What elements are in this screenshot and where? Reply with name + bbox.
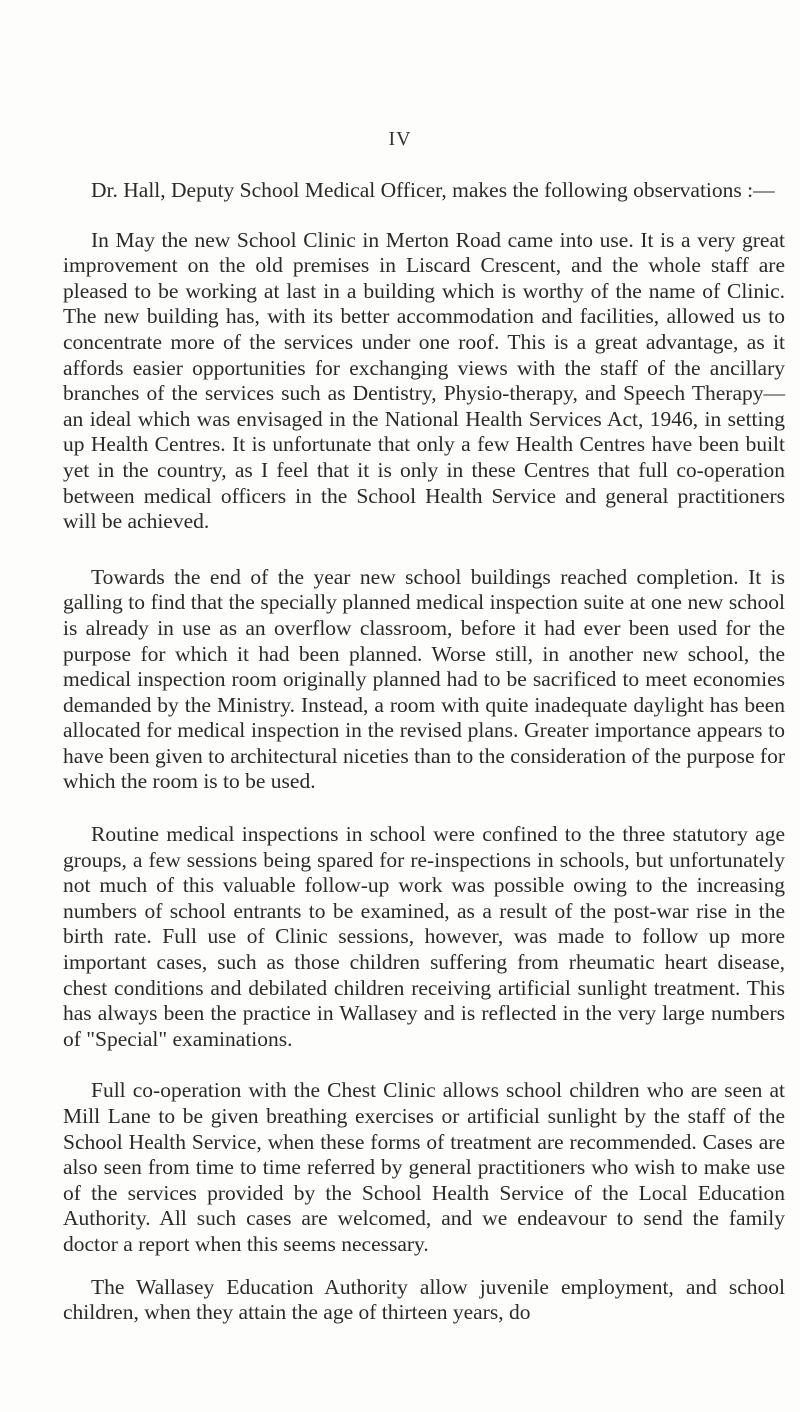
paragraph-chest-clinic: Full co-operation with the Chest Clinic allows school children who are seen at Mill Lane to be given breathing exercises or artificial sunlight by the staff of the School Health Service, when these forms of treatment are recommended. Cases are also seen from time to time referred by general practitioners who wish to make use of the services provided by the School Health Service of the Local Education Authority. All such cases are welcomed, and we endeavour to send the family doctor a report when this seems necessary. [63,1078,785,1256]
body-text [63,178,785,1326]
paragraph-routine-inspections: Routine medical inspections in school were confined to the three statutory age groups, a few sessions being spared for re-inspections in schools, but unfortunately not much of this valuable follow-up work was possible owing to the increasing numbers of school entrants to be examined, as a result of the post-war rise in the birth rate. Full use of Clinic sessions, however, was made to follow up more important cases, such as those children suffering from rheumatic heart disease, chest conditions and debilated children receiving artificial sunlight treatment. This has always been the practice in Wallasey and is reflected in the very large numbers of "Special" examinations. [63,822,785,1051]
page-number: IV [388,128,412,150]
paragraph-juvenile-employment: The Wallasey Education Authority allow juvenile employment, and school children, when they attain the age of thirteen years, do [63,1274,785,1325]
paragraph-intro: Dr. Hall, Deputy School Medical Officer, makes the following observations :— [91,178,775,202]
paragraph-new-schools: Towards the end of the year new school buildings reached completion. It is galling to find that the specially planned medical inspection suite at one new school is already in use as an overflow classroom, before it had ever been used for the purpose for which it had been planned. Worse still, in another new school, the medical inspection room originally planned had to be sacrificed to meet economies demanded by the Ministry. Instead, a room with quite inadequate daylight has been allocated for medical inspection in the revised plans. Greater importance appears to have been given to architectural niceties than to the consideration of the purpose for which the room is to be used. [63,564,785,794]
paragraph-new-clinic: In May the new School Clinic in Merton Road came into use. It is a very great improvement on the old premises in Liscard Crescent, and the whole staff are pleased to be working at last in a building which is worthy of the name of Clinic. The new building has, with its better accommodation and facilities, allowed us to concentrate more of the services under one roof. This is a great advantage, as it affords easier opportunities for exchanging views with the staff of the ancillary branches of the services such as Dentistry, Physio-therapy, and Speech Therapy—an ideal which was envisaged in the National Health Services Act, 1946, in setting up Health Centres. It is unfortunate that only a few Health Centres have been built yet in the country, as I feel that it is only in these Centres that full co-operation between medical officers in the School Health Service and general practitioners will be achieved. [63,227,785,534]
